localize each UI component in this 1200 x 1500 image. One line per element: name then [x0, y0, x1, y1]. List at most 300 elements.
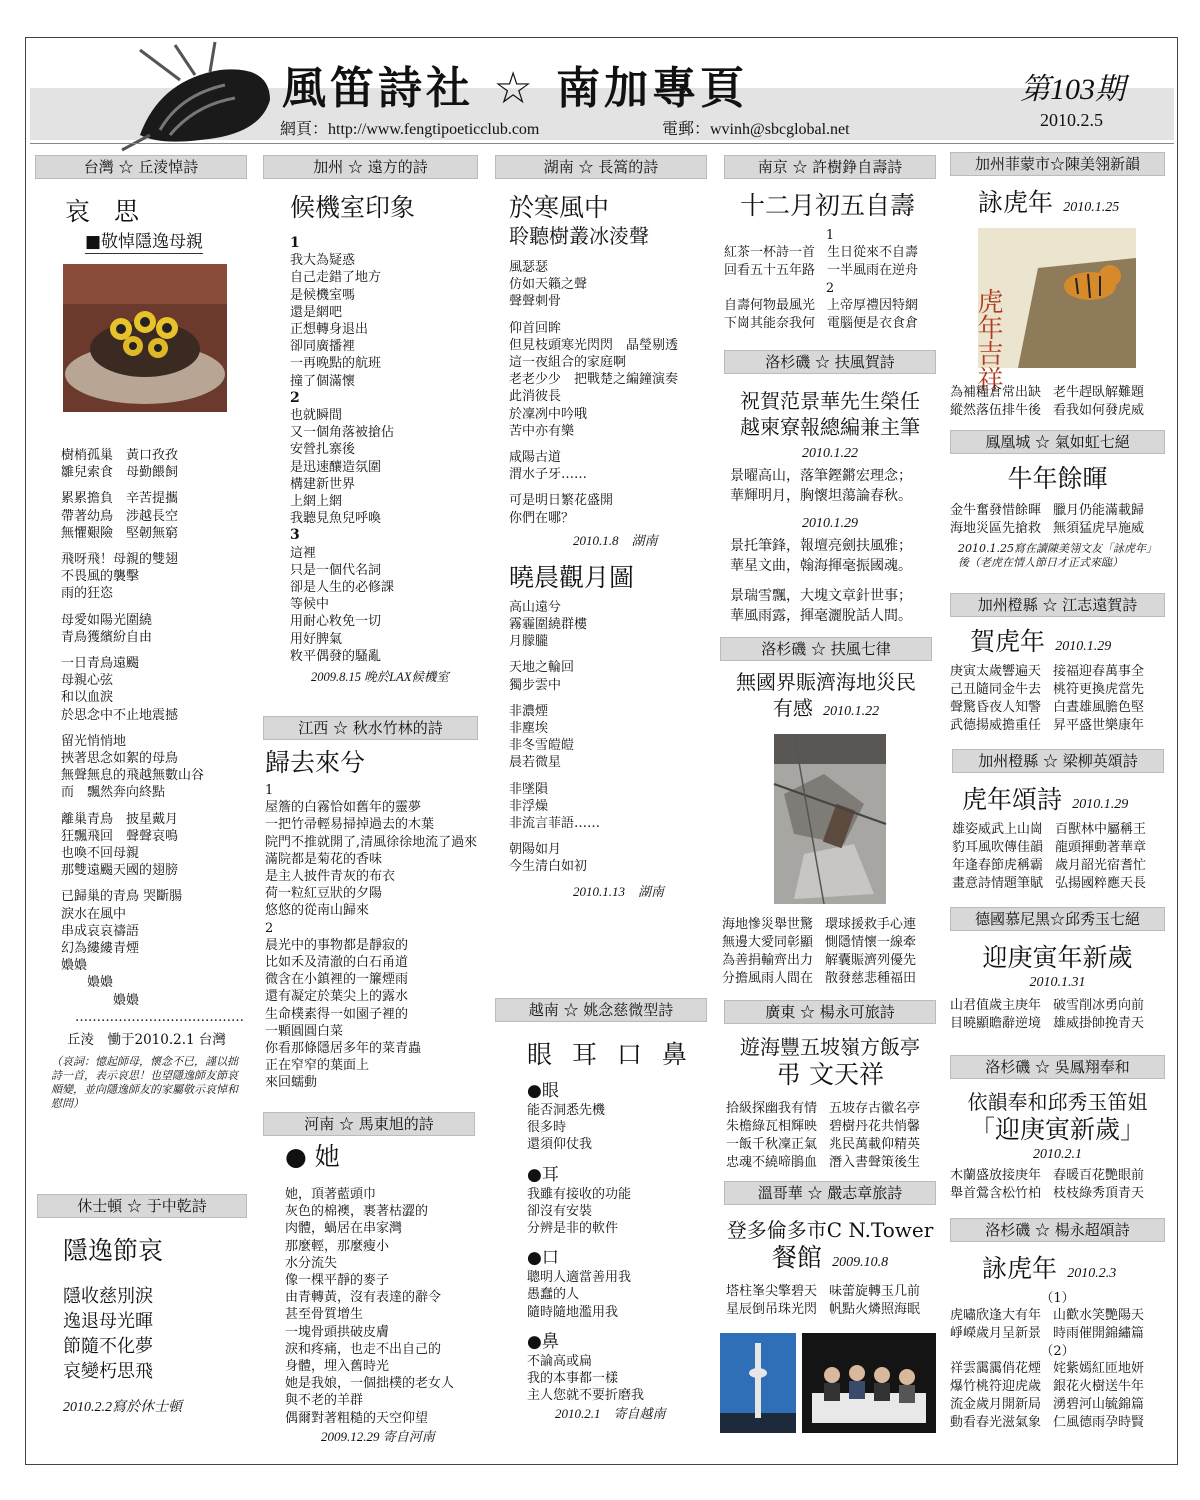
- poem-line: 隨時隨地濫用我: [527, 1304, 619, 1320]
- poem-line: 母愛如陽光圍繞: [61, 612, 153, 628]
- verse-row: [950, 402, 1165, 420]
- issue-date: 2010.2.5: [1040, 110, 1103, 130]
- poem-line: 是候機室嗎: [290, 287, 356, 303]
- stanza: [61, 447, 247, 481]
- verse-half: 拾級探幽我有情: [726, 1101, 818, 1116]
- verse-row: [950, 1325, 1165, 1343]
- column-2-third: [263, 1112, 475, 1447]
- verse-row: [726, 1154, 936, 1172]
- verse-half: 生日從來不自壽: [827, 245, 919, 261]
- part-number: 3: [290, 527, 300, 544]
- verse-half: 海地災區先搶救: [950, 521, 1042, 536]
- verse-half: 姹紫嫣紅匝地妍: [1053, 1361, 1145, 1377]
- email-text: 電郵：wvinh@sbcglobal.net: [662, 121, 850, 138]
- poem-line: 和以血淚: [61, 690, 114, 706]
- stanza: [61, 733, 247, 802]
- poem-title: 牛年餘暉: [1007, 464, 1108, 493]
- verse-row: [950, 502, 1165, 520]
- verse-row: [722, 916, 932, 934]
- poem-line: 此消彼長: [509, 389, 562, 405]
- verse-half: 聲驚昏夜人知警: [950, 700, 1042, 715]
- poem-date: 2010.1.31: [1029, 975, 1086, 990]
- poem-line: 今生清白如初: [509, 859, 588, 875]
- verse-half: 老牛趕臥解難題: [1053, 385, 1145, 400]
- verse-half: 祥雲靄靄俏花煙: [950, 1361, 1042, 1377]
- section-header: 江西 ☆ 秋水竹林的詩: [263, 716, 478, 740]
- poem-line: 飛呀飛！母親的雙翅: [61, 552, 179, 568]
- poem-body: [527, 1080, 707, 1404]
- verse-half: 雄威掛帥挽青天: [1053, 1016, 1145, 1031]
- verse-row: [726, 1301, 936, 1319]
- verse-row: [950, 681, 1165, 699]
- poem-line: 你們在哪？: [509, 510, 575, 526]
- column-4-fifth: [724, 1181, 936, 1433]
- section-header: 洛杉磯 ☆ 吳鳳翔奉和: [950, 1055, 1165, 1079]
- poem-title-line2: 「迎庚寅新歲」: [969, 1115, 1145, 1144]
- stanza: [61, 888, 247, 1008]
- verse-row: [950, 384, 1165, 402]
- poem-line: 隱收慈別淚: [63, 1286, 153, 1307]
- poem-body: [290, 235, 478, 665]
- poem-line: 非墜隕: [509, 781, 549, 797]
- poem-line: 屋簷的白霧恰如舊年的靈夢: [265, 800, 422, 816]
- part-number: 1: [265, 783, 274, 798]
- verse-row: [950, 717, 1165, 735]
- couplet: [730, 586, 936, 626]
- column-4-fourth: [724, 1000, 936, 1172]
- stanza: [61, 490, 247, 542]
- poem-line: 用耐心敉免一切: [290, 614, 382, 630]
- verse-half: 惻隱情懷一線牽: [825, 935, 917, 950]
- verse-half: 舉首鶯含松竹柏: [950, 1186, 1042, 1201]
- part-number: 2: [825, 281, 835, 297]
- poem-line: 由青轉黃，沒有表達的辭令: [285, 1290, 442, 1306]
- poem-line: 不畏風的襲擊: [61, 569, 140, 585]
- poem-title: 詠虎年: [982, 1254, 1058, 1283]
- verse-half: 解囊賑濟列優先: [825, 953, 917, 968]
- poem-title-line2: 有感: [772, 696, 813, 720]
- verse-half: 自壽何物最風光: [724, 298, 816, 314]
- poem-line: 於凜冽中吟哦: [509, 406, 588, 422]
- masthead-rule: [30, 143, 1174, 144]
- poem-title: 迎庚寅年新歲: [982, 943, 1133, 972]
- verse-half: 味蕾旋轉玉几前: [829, 1284, 921, 1299]
- poem-line: 你看那條隱居多年的菜青蟲: [265, 1041, 422, 1057]
- poem-body: [950, 502, 1165, 538]
- poem-line: 非浮燥: [509, 798, 549, 814]
- website-text: 網頁：http://www.fengtipoeticclub.com: [280, 121, 540, 138]
- poem-line: 只是一個代名詞: [290, 562, 382, 578]
- poem-line: 晨若微星: [509, 755, 562, 771]
- poem-line: 還是網吧: [290, 304, 343, 320]
- poem-line: 帶著幼鳥 涉越長空: [61, 508, 179, 524]
- section-header: 越南 ☆ 姚念慈微型詩: [495, 998, 707, 1022]
- verse-half: 山歡水笑艷陽天: [1053, 1308, 1145, 1324]
- poem-title: 候機室印象: [290, 193, 416, 222]
- poem-line: 等候中: [290, 597, 330, 613]
- verse-row: [726, 1100, 936, 1118]
- column-1: [35, 155, 247, 1111]
- verse-half: 目曉顯瞻辭逆境: [950, 1016, 1042, 1031]
- part-number: 1: [825, 228, 835, 243]
- verse-row: [724, 315, 936, 333]
- verse-row: [950, 1414, 1165, 1432]
- poem-line: 哀變朽思飛: [63, 1361, 153, 1382]
- poem-date: 2010.1.8 湖南: [573, 532, 658, 548]
- verse-row: [950, 520, 1165, 538]
- verse-half: 星辰倒吊珠光閃: [726, 1302, 818, 1317]
- verse-half: 無須猛虎早施威: [1053, 521, 1145, 536]
- poem-title-line2: 餐館: [771, 1243, 822, 1272]
- poem-title: 歸去來兮: [265, 748, 366, 777]
- poem-line: 生命樸素得一如園子裡的: [265, 1006, 409, 1022]
- item-heading: ●鼻: [527, 1331, 559, 1352]
- poem-line: 淚和疼痛，也走不出自己的: [285, 1341, 442, 1357]
- verse-half: 庚寅太歲響遍天: [950, 664, 1042, 679]
- part-number: 1: [290, 235, 300, 251]
- poem-line: 也喚不回母親: [61, 846, 140, 862]
- poem-line: 一日青鳥遠颺: [61, 656, 140, 672]
- poem-line: 不論高或扁: [527, 1353, 593, 1369]
- poem-title: 無國界賑濟海地災民: [736, 670, 916, 694]
- verse-half: 枝枝綠秀頂青天: [1053, 1186, 1145, 1201]
- poem-date: 2010.2.1 寄自越南: [555, 1406, 666, 1422]
- poem-line: 嬝嬝: [61, 975, 114, 991]
- verse-half: 兆民萬載仰精英: [829, 1137, 921, 1152]
- item-heading: ●耳: [527, 1164, 559, 1185]
- verse-row: [952, 875, 1164, 893]
- poem-body: [950, 1307, 1165, 1343]
- poem-body: [509, 599, 707, 876]
- column-4: [724, 155, 936, 333]
- poem-line: 晨光中的事物都是靜寂的: [265, 937, 409, 953]
- poem-line: 她是我娘，一個拙樸的老女人: [285, 1376, 455, 1392]
- stanza: [509, 449, 707, 483]
- section-header: 洛杉磯 ☆ 扶風賀詩: [724, 350, 936, 374]
- verse-half: 動看春光滋氣象: [950, 1415, 1042, 1431]
- poem-line: 樹梢孤巢 黃口孜孜: [61, 448, 179, 463]
- poem-title: 於寒風中: [509, 193, 610, 222]
- poem-subtitle: ■敬悼隱逸母親: [85, 232, 204, 252]
- poem-line: 聲聲刺骨: [509, 294, 562, 310]
- verse-half: 歲月韶光宿耆忙: [1055, 858, 1147, 873]
- poem-line: 院門不推就開了,清風徐徐地流了過來: [265, 834, 478, 850]
- item-heading: ●眼: [527, 1081, 559, 1101]
- poem-line: 那麼輕，那麼瘦小: [285, 1238, 390, 1254]
- poem-line: 主人您就不要折磨我: [527, 1388, 645, 1404]
- poem-title: 遊海豐五坡嶺方飯亭: [740, 1035, 920, 1059]
- poem-title: 詠虎年: [978, 188, 1054, 217]
- verse-half: 回看五十五年路: [724, 263, 816, 279]
- verse-row: [950, 1307, 1165, 1325]
- section-header: 洛杉磯 ☆ 扶風七律: [720, 637, 932, 661]
- poem-line: 非塵埃: [509, 721, 549, 737]
- poem-body: [285, 1186, 475, 1427]
- poem-line: 景瑞雪飄，大塊文章針世事；: [730, 588, 912, 604]
- poem-body: [724, 297, 936, 333]
- poem-date: 2010.1.29: [802, 516, 858, 531]
- poem-date: 2009.10.8: [832, 1255, 889, 1270]
- poem-date: 2010.1.22: [802, 446, 858, 461]
- poem-line: 可是明日繁花盛開: [509, 493, 614, 509]
- poem-line: 撞了個滿懷: [290, 373, 356, 389]
- column-5-sixth: [950, 1055, 1165, 1203]
- poem-line: 來回蠕動: [265, 1075, 318, 1091]
- poem-line: 節隨不化夢: [63, 1336, 153, 1357]
- verse-half: 金牛奮發惜餘暉: [950, 503, 1042, 518]
- verse-half: 環球援救手心連: [825, 917, 917, 932]
- poem-item: [527, 1080, 707, 1154]
- poem-line: 狂飄飛回 聲聲哀鳴: [61, 828, 179, 844]
- verse-half: 弘揚國粹應天長: [1055, 876, 1147, 891]
- verse-half: 雄姿威武上山崗: [952, 822, 1044, 837]
- poem-line: 我的本事都一樣: [527, 1371, 619, 1387]
- verse-row: [950, 1360, 1165, 1378]
- cn-tower-photo: [720, 1333, 796, 1433]
- part-number: 2: [265, 920, 274, 936]
- part-number: （1）: [1040, 1291, 1075, 1306]
- verse-half: 春暖百花艷眼前: [1053, 1168, 1145, 1183]
- poem-line: 一把竹帚輕易掃掉過去的木葉: [265, 817, 435, 833]
- section-header: 南京 ☆ 許樹錚自壽詩: [724, 155, 936, 179]
- poem-line: 雛兒索食 母勤餵飼: [61, 465, 179, 481]
- poem-line: 苦中亦有樂: [509, 423, 575, 439]
- verse-half: 臘月仍能滿載歸: [1053, 503, 1145, 518]
- verse-half: 爆竹桃符迎虎歲: [950, 1379, 1042, 1395]
- poem-title: 登多倫多市C N.Tower: [726, 1218, 934, 1242]
- section-header: 台灣 ☆ 丘淩悼詩: [35, 155, 247, 179]
- column-5: [950, 152, 1165, 420]
- couplet: [730, 466, 936, 506]
- verse-row: [722, 934, 932, 952]
- poem-signature: 丘淩 慟于2010.2.1 台灣: [67, 1032, 226, 1049]
- poem-line: 我大為疑惑: [290, 253, 356, 269]
- poem-line: 非濃煙: [509, 703, 549, 719]
- verse-half: 分擔風雨人間在: [722, 971, 814, 986]
- verse-row: [952, 839, 1164, 857]
- column-5-third: [950, 593, 1165, 735]
- item-heading: ●口: [527, 1248, 559, 1269]
- stanza: [61, 612, 247, 646]
- verse-half: 豹耳風吹傳佳韻: [952, 840, 1044, 855]
- poem-line: 咸陽古道: [509, 450, 562, 466]
- poem-line: 朝陽如月: [509, 842, 562, 858]
- poem-date: 2010.1.25: [1063, 200, 1120, 215]
- poem-line: 正在窄窄的葉面上: [265, 1058, 370, 1074]
- poem-item: [527, 1247, 707, 1321]
- poem-line: 非流言菲語……: [509, 816, 601, 832]
- poem-date: 2010.2.3: [1067, 1266, 1117, 1281]
- poem-line: 挾著思念如絮的母鳥: [61, 751, 179, 767]
- poem-date: 2009.12.29 寄自河南: [321, 1428, 435, 1444]
- poem-line: 景曜高山，落筆鏗鏘宏理念；: [730, 468, 912, 484]
- poem-body: [952, 821, 1164, 893]
- poem-line: 累累擔負 辛苦提攜: [61, 491, 179, 507]
- verse-half: 昇平盛世樂康年: [1053, 718, 1145, 733]
- poem-date: 2010.1.13 湖南: [573, 883, 665, 899]
- poem-line: 荷一粒紅豆狀的夕陽: [265, 886, 383, 902]
- poem-title-line2: 越柬寮報總編兼主筆: [740, 415, 920, 439]
- column-5-fourth: [952, 749, 1164, 893]
- poem-line: 還須仰仗我: [527, 1137, 593, 1153]
- poem-line: 聰明人適當善用我: [527, 1270, 632, 1286]
- poem-line: 愚蠢的人: [527, 1287, 580, 1303]
- verse-row: [726, 1283, 936, 1301]
- verse-row: [950, 663, 1165, 681]
- poem-line: 上網上網: [290, 494, 343, 510]
- column-4-third: [720, 637, 932, 988]
- stanza: [509, 320, 707, 440]
- column-1-second: [37, 1194, 247, 1418]
- poem-body: [726, 1100, 936, 1172]
- poem-line: 比如禾及清澈的白石甬道: [265, 955, 409, 971]
- poem-line: 灰色的棉襖，裹著枯澀的: [285, 1204, 429, 1220]
- poem-line: 卻是人生的必修課: [290, 580, 395, 596]
- poem-date: 2010.2.1: [1033, 1147, 1082, 1162]
- poem-line: 構建新世界: [290, 476, 356, 492]
- section-header: 休士頓 ☆ 于中乾詩: [37, 1194, 247, 1218]
- poem-line: 像一棵平靜的麥子: [285, 1273, 390, 1289]
- verse-half: 無邊大愛同彰顯: [722, 935, 814, 950]
- poem-line: 一再晚點的航班: [290, 356, 382, 372]
- part-number: 2: [290, 389, 300, 406]
- verse-half: 破雪削冰勇向前: [1053, 998, 1145, 1013]
- poem-title: 曉晨觀月圖: [509, 562, 635, 592]
- part-number: （2）: [1040, 1344, 1075, 1360]
- verse-half: 潛入書聲策後生: [829, 1155, 921, 1170]
- verse-row: [950, 997, 1165, 1015]
- verse-row: [726, 1118, 936, 1136]
- verse-half: 畫意詩情題筆賦: [952, 876, 1044, 891]
- column-3-second: [495, 998, 707, 1424]
- verse-row: [722, 970, 932, 988]
- poem-line: 還有凝定於葉尖上的露水: [265, 989, 409, 1005]
- poem-line: 淚水在風中: [61, 906, 127, 922]
- dotted-divider: …………………………………: [75, 1009, 244, 1025]
- poem-line: 老老少少 把戰楚之編鐘演奏: [509, 372, 679, 388]
- poem-date: 2010.1.29: [1055, 639, 1112, 654]
- verse-row: [950, 1396, 1165, 1414]
- poem-line: 卻同廣播裡: [290, 339, 356, 355]
- verse-row: [726, 1136, 936, 1154]
- poem-line: 幻為縷縷青煙: [61, 941, 140, 957]
- column-5-second: [950, 430, 1165, 570]
- poem-line: 是迅速釀造氛圍: [290, 459, 382, 475]
- column-3: [495, 155, 707, 902]
- poem-line: 但見枝頭寒光閃閃 晶瑩剔透: [509, 337, 679, 353]
- poem-line: 這一夜組合的家庭啊: [509, 355, 627, 371]
- painting-caption: 虎年吉祥: [973, 288, 1003, 392]
- poem-line: 景托筆鋒，報壇亮劍扶風雅；: [730, 538, 912, 554]
- verse-half: 白晝雄風膽色堅: [1053, 700, 1145, 715]
- verse-half: 接福迎春萬事全: [1053, 664, 1145, 679]
- poem-line: 是主人披件青灰的布衣: [265, 869, 396, 885]
- poem-body: [724, 244, 936, 280]
- stanza: [509, 659, 707, 693]
- verse-half: 縱然落伍排牛後: [950, 403, 1042, 418]
- poem-line: 月朦朧: [509, 634, 549, 650]
- verse-half: 己丑隨同金牛去: [950, 682, 1042, 697]
- poem-body: [509, 259, 707, 527]
- verse-half: 海地慘災舉世驚: [722, 917, 814, 932]
- verse-half: 山君值歲主庚年: [950, 998, 1042, 1013]
- poem-line: 無懼艱險 堅韌無窮: [61, 525, 179, 541]
- poem-line: 霧霾圍繞群樓: [509, 617, 588, 633]
- poem-line: 離巢青鳥 披星戴月: [61, 811, 179, 827]
- verse-half: 銀花火樹送牛年: [1053, 1379, 1145, 1395]
- verse-half: 為補糧倉常出缺: [950, 385, 1042, 400]
- couplet: [730, 536, 936, 576]
- verse-half: 龍頭揮動著華章: [1055, 840, 1147, 855]
- poem-line: 偶爾對著粗糙的天空仰望: [285, 1410, 429, 1426]
- poem-line: 華輝明月，胸懷坦蕩論春秋。: [730, 488, 912, 504]
- verse-half: 一半風雨在逆舟: [827, 263, 919, 279]
- poem-line: 分辨是非的軟件: [527, 1221, 619, 1237]
- verse-half: 看我如何發虎威: [1053, 403, 1145, 418]
- poem-line: 她，頂著藍頭巾: [285, 1187, 377, 1202]
- poem-line: 高山遠兮: [509, 599, 562, 615]
- verse-half: 仁風德雨孕時賢: [1053, 1415, 1145, 1431]
- section-header: 廣東 ☆ 楊永可旅詩: [724, 1000, 936, 1024]
- poem-line: 風瑟瑟: [509, 260, 549, 275]
- verse-half: 崢嶸歲月呈新景: [950, 1326, 1042, 1342]
- poem-line: 渭水子牙……: [509, 467, 588, 483]
- verse-row: [950, 699, 1165, 717]
- section-header: 加州橙縣 ☆ 江志遠賀詩: [950, 593, 1165, 617]
- column-4-second: [724, 350, 936, 626]
- verse-half: 木蘭盛放接庚年: [950, 1168, 1042, 1183]
- stanza: [509, 259, 707, 311]
- bagpipe-logo-icon: [120, 40, 280, 155]
- poem-line: 與不老的羊群: [285, 1393, 364, 1409]
- poem-line: 敉平偶發的騷亂: [290, 648, 382, 664]
- poem-line: 嬝嬝: [61, 958, 88, 974]
- poem-title: 眼 耳 口 鼻: [527, 1040, 693, 1069]
- poem-line: 一顆圓圓白菜: [265, 1023, 344, 1039]
- verse-row: [950, 1185, 1165, 1203]
- verse-row: [950, 1167, 1165, 1185]
- poem-title: 賀虎年: [970, 627, 1046, 656]
- column-5-seventh: [950, 1218, 1165, 1432]
- poem-line: 青鳥獲繽紛自由: [61, 629, 153, 645]
- verse-half: 桃符更換虎當先: [1053, 682, 1145, 697]
- poem-date: 2009.8.15 晚於LAX候機室: [311, 670, 449, 685]
- poem-line: 滿院都是菊花的香味: [265, 851, 383, 867]
- stanza: [61, 551, 247, 603]
- verse-half: 年逢春節虎稱霸: [952, 858, 1044, 873]
- poem-line: 串成哀哀禱語: [61, 923, 140, 939]
- verse-row: [950, 1015, 1165, 1033]
- poem-item: [527, 1331, 707, 1405]
- poem-body: [726, 1283, 936, 1319]
- poem-line: 自己走錯了地方: [290, 270, 382, 286]
- poem-line: 我聽見魚兒呼喚: [290, 511, 382, 527]
- verse-half: 下崗其能奈我何: [724, 316, 816, 332]
- poem-line: 留光悄悄地: [61, 733, 127, 749]
- poem-line: 無聲無息的飛越無數山谷: [61, 768, 205, 784]
- poem-line: 又一個角落被搶佔: [290, 425, 395, 441]
- stanza: [509, 781, 707, 833]
- section-header: 溫哥華 ☆ 嚴志章旅詩: [724, 1181, 936, 1205]
- poem-body: [265, 782, 478, 1092]
- poem-title: 十二月初五自壽: [740, 191, 916, 220]
- poem-line: 很多時: [527, 1120, 567, 1136]
- nest-photo: [63, 264, 227, 412]
- poem-date: 2010.1.29: [1072, 797, 1129, 812]
- poem-line: 也就瞬間: [290, 408, 343, 424]
- verse-half: 塔柱峯尖擎碧天: [726, 1284, 818, 1299]
- poem-title: 依韻奉和邱秀玉笛姐: [967, 1090, 1148, 1114]
